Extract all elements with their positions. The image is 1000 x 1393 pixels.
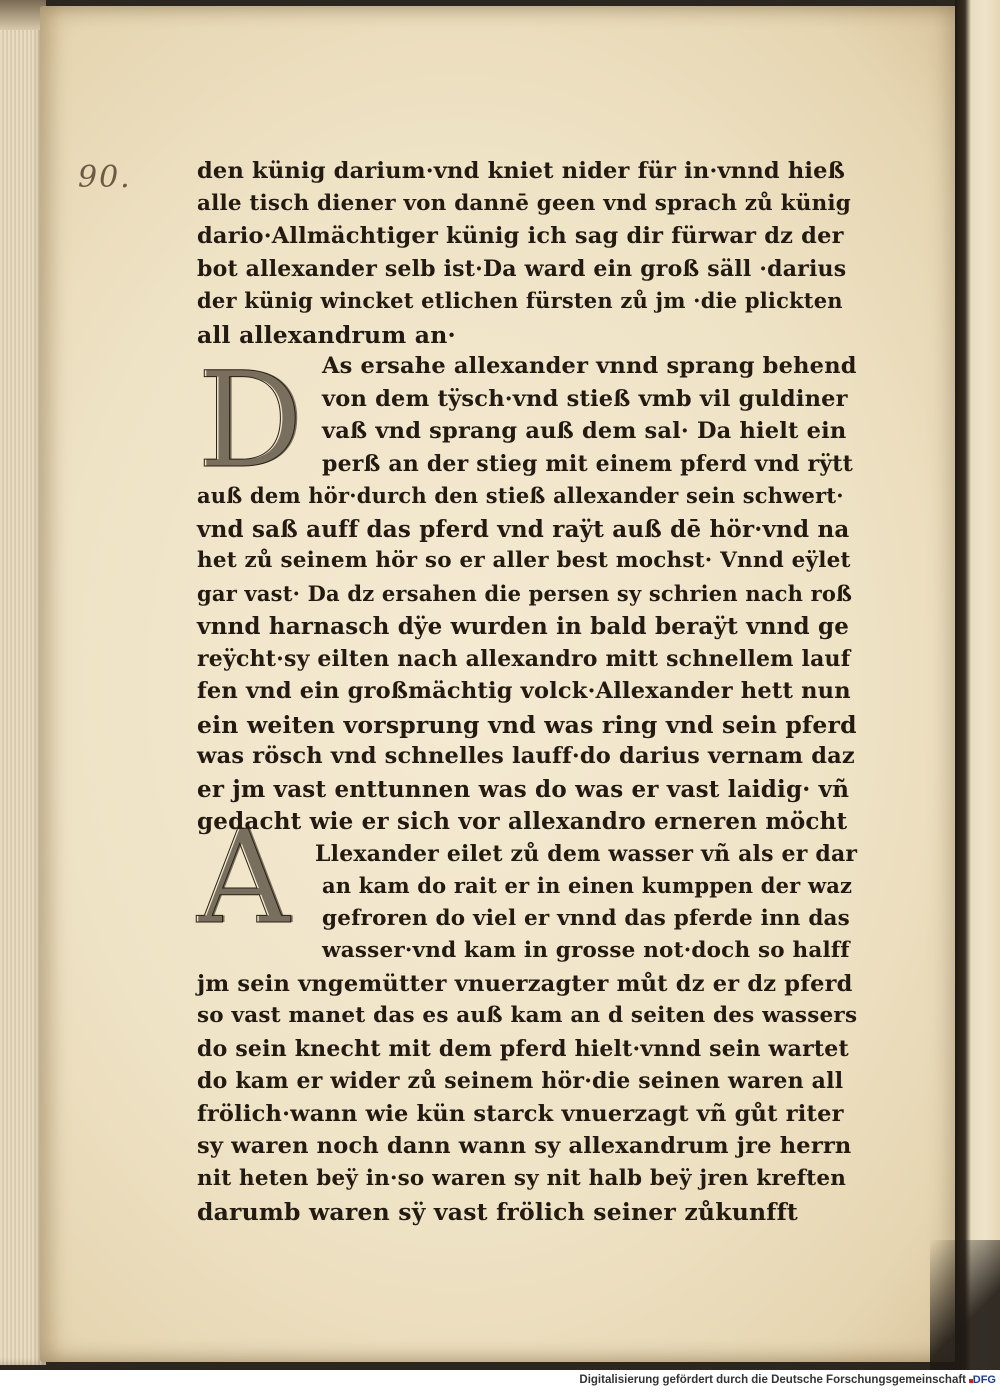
text-line: gar vast· Da dz ersahen die persen sy schrien nach roß [197,580,853,606]
text-line: reÿcht·sy eilten nach allexandro mitt schnellem lauf [197,645,851,672]
text-line: vnd saß auff das pferd vnd raÿt auß dē hör·vnd na [197,515,850,543]
text-line: an kam do rait er in einen kumppen der waz [322,873,853,898]
text-line: bot allexander selb ist·Da ward ein groß säll ·darius [197,255,847,282]
text-line: do kam er wider zů seinem hör·die seinen waren all [197,1068,844,1094]
text-line: gefroren do viel er vnnd das pferde inn das [322,905,850,931]
text-line: fen vnd ein großmächtig volck·Allexander hett nun [197,678,851,704]
funding-credit: Digitalisierung gefördert durch die Deutsche Forschungsgemeinschaft [579,1374,966,1386]
text-line: was rösch vnd schnelles lauff·do darius vernam daz [197,743,855,769]
text-line: er jm vast enttunnen was do was er vast laidig· vñ [197,775,850,803]
dfg-logo: DFG [972,1374,996,1386]
text-line: von dem tÿsch·vnd stieß vmb vil guldiner [322,385,848,412]
binding-shadow [930,1240,1000,1370]
text-line: Llexander eilet zů dem wasser vñ als er dar [315,840,858,867]
text-line: gedacht wie er sich vor allexandro erneren möcht [197,808,848,835]
text-line: dario·Allmächtiger künig ich sag dir fürwar dz der [197,223,844,249]
text-line: frölich·wann wie kün starck vnuerzagt vñ gůt riter [197,1100,844,1127]
text-line: auß dem hör·durch den stieß allexander sein schwert· [197,483,844,508]
text-line: As ersahe allexander vnnd sprang behend [322,353,857,379]
text-line: sy waren noch dann wann sy allexandrum jre herrn [197,1133,852,1159]
footer-bar [0,1370,1000,1393]
text-line: vaß vnd sprang auß dem sal· Da hielt ein [322,418,847,444]
text-line: nit heten beÿ in·so waren sy nit halb beÿ jren kreften [197,1165,847,1191]
decorated-initial-a: A [197,804,290,953]
text-line: perß an der stieg mit einem pferd vnd rÿtt [322,450,853,477]
text-line: all allexandrum an· [197,320,456,349]
page-number: 90. [78,160,132,195]
text-line: darumb waren sÿ vast frölich seiner zůkunfft [197,1198,798,1226]
text-line: alle tisch diener von dannē geen vnd sprach zů künig [197,190,852,216]
text-line: der künig wincket etlichen fürsten zů jm ·die plickten [197,288,843,313]
book-right-gutter [955,0,1000,1370]
text-line: het zů seinem hör so er aller best mochst· Vnnd eÿlet [197,548,851,573]
text-line: so vast manet das es auß kam an d seiten des wassers [197,1003,858,1028]
text-line: do sein knecht mit dem pferd hielt·vnnd sein wartet [197,1035,849,1062]
text-line: den künig darium·vnd kniet nider für in·vnnd hieß [197,158,845,184]
text-line: wasser·vnd kam in grosse not·doch so halff [322,938,850,963]
text-line: vnnd harnasch dÿe wurden in bald beraÿt vnnd ge [197,613,850,640]
text-line: jm sein vngemütter vnuerzagter můt dz er dz pferd [197,970,853,997]
text-line: ein weiten vorsprung vnd was ring vnd sein pferd [197,710,857,739]
decorated-initial-d: D [197,344,303,498]
